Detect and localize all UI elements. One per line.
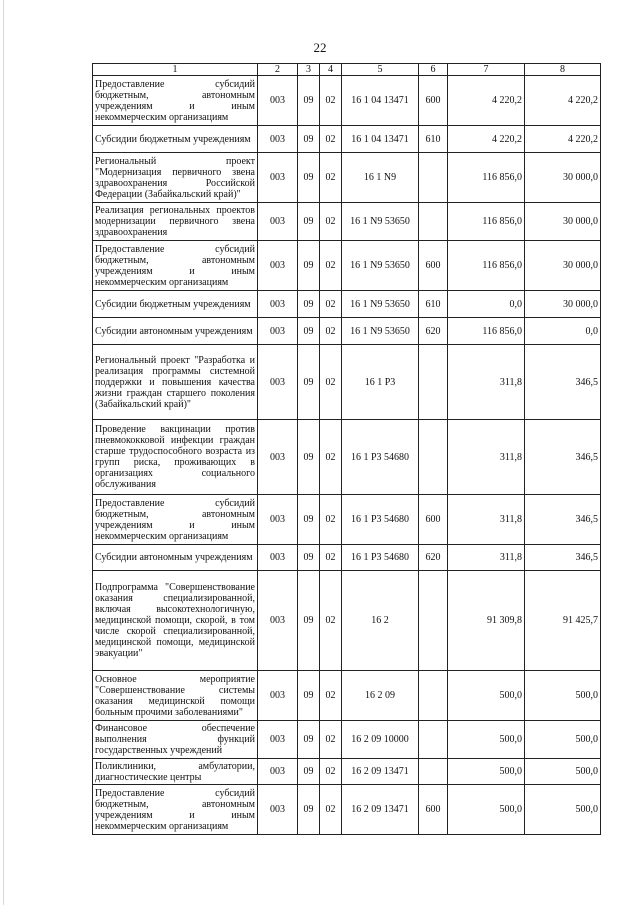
row-name: Финансовое обеспечение выполнения функций государственных учреждений: [93, 721, 258, 759]
row-value-year1: 116 856,0: [448, 318, 525, 345]
row-target-code: 16 1 N9: [342, 153, 419, 203]
table-row: [93, 495, 601, 545]
row-value-year1: 116 856,0: [448, 203, 525, 241]
table-row: [93, 545, 601, 571]
row-value-year1: 4 220,2: [448, 76, 525, 126]
row-admin-code: 003: [258, 76, 298, 126]
row-name: Основное мероприятие "Совершенствование системы оказания медицинской помощи больным прочими заболеваниями": [93, 671, 258, 721]
row-value-year2: 30 000,0: [525, 153, 601, 203]
header-cell-6: 6: [419, 64, 448, 76]
row-value-year1: 311,8: [448, 495, 525, 545]
row-value-year2: 346,5: [525, 495, 601, 545]
row-admin-code: 003: [258, 759, 298, 785]
row-subsection: 02: [320, 345, 342, 420]
row-section: 09: [298, 420, 320, 495]
row-admin-code: 003: [258, 318, 298, 345]
row-target-code: 16 1 N9 53650: [342, 291, 419, 318]
row-value-year1: 500,0: [448, 785, 525, 835]
row-expense-type: 600: [419, 495, 448, 545]
row-subsection: 02: [320, 241, 342, 291]
row-subsection: 02: [320, 759, 342, 785]
row-expense-type: 610: [419, 126, 448, 153]
row-subsection: 02: [320, 545, 342, 571]
row-value-year1: 500,0: [448, 671, 525, 721]
row-admin-code: 003: [258, 203, 298, 241]
row-name: Региональный проект "Разработка и реализация программы системной поддержки и повышения качества жизни граждан старшего поколения (Забайкальский край)": [93, 345, 258, 420]
row-name: Поликлиники, амбулатории, диагностические центры: [93, 759, 258, 785]
row-name: Предоставление субсидий бюджетным, автономным учреждениям и иным некоммерческим организациям: [93, 76, 258, 126]
row-expense-type: 600: [419, 241, 448, 291]
row-subsection: 02: [320, 671, 342, 721]
row-target-code: 16 1 P3 54680: [342, 545, 419, 571]
row-value-year2: 4 220,2: [525, 76, 601, 126]
scan-edge-line: [3, 0, 4, 905]
table-row: [93, 203, 601, 241]
row-name: Предоставление субсидий бюджетным, автономным учреждениям и иным некоммерческим организациям: [93, 785, 258, 835]
row-value-year1: 500,0: [448, 721, 525, 759]
row-admin-code: 003: [258, 153, 298, 203]
row-target-code: 16 2 09: [342, 671, 419, 721]
row-target-code: 16 1 N9 53650: [342, 318, 419, 345]
table-row: [93, 241, 601, 291]
row-target-code: 16 1 04 13471: [342, 76, 419, 126]
row-admin-code: 003: [258, 241, 298, 291]
row-expense-type: 620: [419, 318, 448, 345]
row-subsection: 02: [320, 571, 342, 671]
page-number: 22: [313, 40, 327, 55]
table-row: [93, 721, 601, 759]
row-admin-code: 003: [258, 126, 298, 153]
row-value-year2: 500,0: [525, 785, 601, 835]
row-section: 09: [298, 345, 320, 420]
row-admin-code: 003: [258, 721, 298, 759]
row-admin-code: 003: [258, 495, 298, 545]
budget-table: [92, 63, 601, 835]
row-value-year2: 30 000,0: [525, 203, 601, 241]
row-subsection: 02: [320, 291, 342, 318]
row-admin-code: 003: [258, 571, 298, 671]
row-value-year1: 500,0: [448, 759, 525, 785]
table-row: [93, 759, 601, 785]
row-admin-code: 003: [258, 291, 298, 318]
row-subsection: 02: [320, 76, 342, 126]
row-name: Субсидии автономным учреждениям: [93, 318, 258, 345]
row-expense-type: 600: [419, 785, 448, 835]
row-name: Субсидии бюджетным учреждениям: [93, 291, 258, 318]
row-section: 09: [298, 203, 320, 241]
row-target-code: 16 1 P3 54680: [342, 495, 419, 545]
row-name: Проведение вакцинации против пневмококковой инфекции граждан старше трудоспособного возраста из групп риска, проживающих в организациях социального обслуживания: [93, 420, 258, 495]
row-subsection: 02: [320, 153, 342, 203]
row-expense-type: 600: [419, 76, 448, 126]
row-subsection: 02: [320, 495, 342, 545]
row-value-year2: 30 000,0: [525, 241, 601, 291]
header-cell-8: 8: [525, 64, 601, 76]
row-name: Субсидии бюджетным учреждениям: [93, 126, 258, 153]
table-row: [93, 318, 601, 345]
header-cell-3: 3: [298, 64, 320, 76]
row-expense-type: [419, 203, 448, 241]
row-expense-type: 620: [419, 545, 448, 571]
row-name: Предоставление субсидий бюджетным, автономным учреждениям и иным некоммерческим организациям: [93, 241, 258, 291]
row-target-code: 16 2: [342, 571, 419, 671]
row-subsection: 02: [320, 126, 342, 153]
table-row: [93, 785, 601, 835]
row-section: 09: [298, 126, 320, 153]
row-section: 09: [298, 153, 320, 203]
row-value-year2: 346,5: [525, 420, 601, 495]
row-expense-type: [419, 571, 448, 671]
table-row: [93, 76, 601, 126]
row-expense-type: [419, 759, 448, 785]
row-name: Подпрограмма "Совершенствование оказания специализированной, включая высокотехнологичную, медицинской помощи, скорой, в том числе скорой специализированной, медицинской помощи, медицинской эвакуации": [93, 571, 258, 671]
row-name: Региональный проект "Модернизация первичного звена здравоохранения Российской Федерации (Забайкальский край)": [93, 153, 258, 203]
row-value-year2: 4 220,2: [525, 126, 601, 153]
row-name: Реализация региональных проектов модернизации первичного звена здравоохранения: [93, 203, 258, 241]
row-target-code: 16 1 N9 53650: [342, 241, 419, 291]
row-expense-type: [419, 420, 448, 495]
header-row: [93, 64, 601, 76]
row-value-year2: 346,5: [525, 545, 601, 571]
row-value-year2: 91 425,7: [525, 571, 601, 671]
row-name: Предоставление субсидий бюджетным, автономным учреждениям и иным некоммерческим организациям: [93, 495, 258, 545]
row-value-year1: 116 856,0: [448, 153, 525, 203]
row-expense-type: [419, 671, 448, 721]
row-subsection: 02: [320, 203, 342, 241]
row-target-code: 16 2 09 13471: [342, 785, 419, 835]
row-value-year1: 4 220,2: [448, 126, 525, 153]
row-admin-code: 003: [258, 345, 298, 420]
row-value-year1: 0,0: [448, 291, 525, 318]
row-target-code: 16 1 04 13471: [342, 126, 419, 153]
row-admin-code: 003: [258, 545, 298, 571]
row-value-year1: 116 856,0: [448, 241, 525, 291]
row-value-year2: 346,5: [525, 345, 601, 420]
row-value-year2: 500,0: [525, 721, 601, 759]
header-cell-7: 7: [448, 64, 525, 76]
row-target-code: 16 1 P3: [342, 345, 419, 420]
row-value-year2: 30 000,0: [525, 291, 601, 318]
row-admin-code: 003: [258, 785, 298, 835]
row-section: 09: [298, 291, 320, 318]
row-section: 09: [298, 571, 320, 671]
row-section: 09: [298, 318, 320, 345]
row-value-year2: 500,0: [525, 759, 601, 785]
row-section: 09: [298, 721, 320, 759]
row-target-code: 16 1 N9 53650: [342, 203, 419, 241]
row-section: 09: [298, 671, 320, 721]
row-name: Субсидии автономным учреждениям: [93, 545, 258, 571]
row-subsection: 02: [320, 721, 342, 759]
row-value-year1: 311,8: [448, 420, 525, 495]
header-cell-1: 1: [93, 64, 258, 76]
table-row: [93, 291, 601, 318]
row-expense-type: [419, 345, 448, 420]
row-value-year1: 311,8: [448, 345, 525, 420]
row-subsection: 02: [320, 785, 342, 835]
table-row: [93, 571, 601, 671]
row-value-year2: 500,0: [525, 671, 601, 721]
row-subsection: 02: [320, 420, 342, 495]
table-row: [93, 153, 601, 203]
row-section: 09: [298, 785, 320, 835]
row-target-code: 16 2 09 10000: [342, 721, 419, 759]
row-expense-type: [419, 153, 448, 203]
row-expense-type: 610: [419, 291, 448, 318]
row-section: 09: [298, 241, 320, 291]
row-admin-code: 003: [258, 671, 298, 721]
row-expense-type: [419, 721, 448, 759]
row-section: 09: [298, 545, 320, 571]
table-row: [93, 671, 601, 721]
row-admin-code: 003: [258, 420, 298, 495]
row-value-year1: 91 309,8: [448, 571, 525, 671]
row-value-year1: 311,8: [448, 545, 525, 571]
header-cell-2: 2: [258, 64, 298, 76]
row-target-code: 16 2 09 13471: [342, 759, 419, 785]
row-subsection: 02: [320, 318, 342, 345]
row-section: 09: [298, 759, 320, 785]
header-cell-5: 5: [342, 64, 419, 76]
table-row: [93, 420, 601, 495]
table-row: [93, 126, 601, 153]
row-value-year2: 0,0: [525, 318, 601, 345]
row-section: 09: [298, 76, 320, 126]
header-cell-4: 4: [320, 64, 342, 76]
row-target-code: 16 1 P3 54680: [342, 420, 419, 495]
row-section: 09: [298, 495, 320, 545]
table-row: [93, 345, 601, 420]
